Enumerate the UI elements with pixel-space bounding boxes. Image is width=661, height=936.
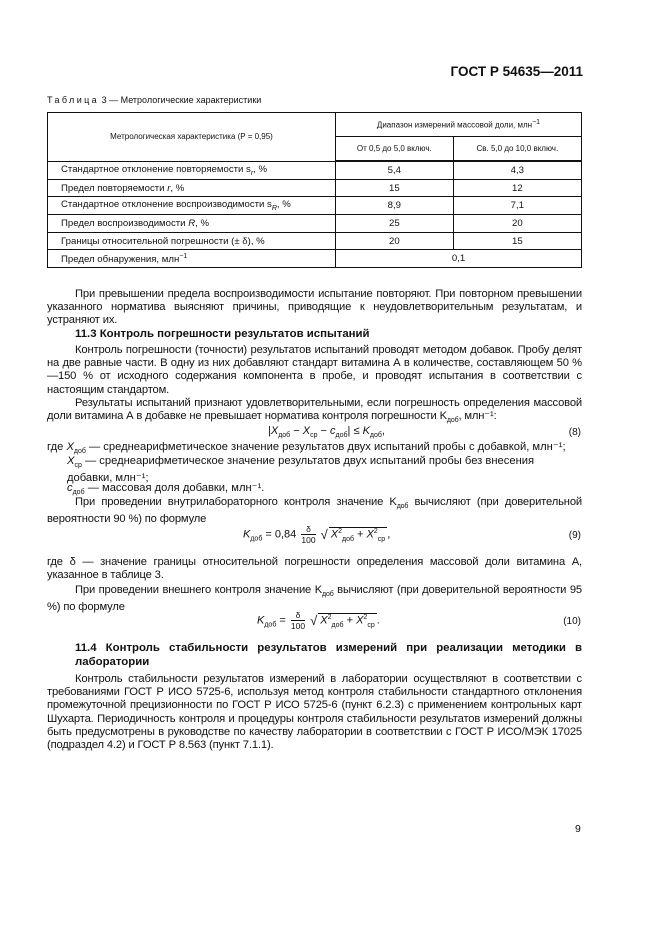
- param-header: Метрологическая характеристика (P = 0,95): [48, 113, 336, 162]
- document-code: ГОСТ Р 54635—2011: [450, 64, 583, 79]
- equation-number: (10): [563, 616, 581, 627]
- table-row: Предел повторяемости r, % 15 12: [48, 179, 582, 197]
- table-row: Стандартное отклонение повторяемости $s_r$, % 5,4 4,3: [48, 161, 582, 179]
- metrological-table: [47, 112, 582, 268]
- range-header: Диапазон измерений массовой доли, млн$^{-1}$: [336, 113, 582, 137]
- table-row: Предел воспроизводимости R, % 25 20: [48, 215, 582, 233]
- section-heading-11-4: 11.4 Контроль стабильности результатов измерений при реализации методики в лаборатории: [75, 642, 582, 668]
- equation-8: $|X_{доб} - X_{ср} - c_{доб}| \le K_{доб}$,: [268, 425, 385, 440]
- table-row: Предел обнаружения, млн$^{-1}$ 0,1: [48, 250, 582, 268]
- section-heading-11-3: 11.3 Контроль погрешности результатов испытаний: [75, 328, 370, 340]
- equation-10: $K_{доб}$ = $\frac{\delta}{100}$ √ $X^2_{доб} + X^2_{ср}$ .: [257, 610, 380, 631]
- definition-delta: где δ — значение границы относительной погрешности определения массовой доли витамина А, указанное в таблице 3.: [47, 556, 582, 582]
- table-caption: Таблица 3 — Метрологические характеристики: [47, 95, 262, 105]
- equation-number: (9): [568, 530, 581, 541]
- paragraph: Результаты испытаний признают удовлетворительными, если погрешность определения массовой доли витамина А в добавке не превышает норматива контроля погрешности $K_{доб}$, млн⁻¹:: [47, 397, 582, 425]
- table-row: Границы относительной погрешности (± δ), % 20 15: [48, 232, 582, 250]
- sub-header-high: Св. 5,0 до 10,0 включ.: [453, 137, 581, 162]
- sub-header-low: От 0,5 до 5,0 включ.: [336, 137, 454, 162]
- paragraph: При проведении внутрилабораторного контроля значение $K_{доб}$ вычисляют (при доверительной вероятности 90 %) по формуле: [47, 496, 582, 526]
- page-number: 9: [575, 823, 581, 835]
- paragraph: При превышении предела воспроизводимости испытание повторяют. При повторном превышении указанного норматива выясняют причины, приводящие к неудовлетворительным результатам, и устраняют их.: [47, 288, 582, 327]
- definition-x-sr: $X_{ср}$ — среднеарифметическое значение результатов двух испытаний пробы без внесения добавки, млн⁻¹;: [67, 455, 535, 485]
- definition-c-dob: $c_{доб}$ — массовая доля добавки, млн⁻¹.: [67, 482, 265, 497]
- table-row: Стандартное отклонение воспроизводимости $s_R$, % 8,9 7,1: [48, 197, 582, 215]
- equation-9: $K_{доб} = 0,84$ $\frac{\delta}{100}$ √ $X^2_{доб} + X^2_{ср}$ ,: [243, 524, 391, 545]
- equation-number: (8): [568, 427, 581, 438]
- paragraph: Контроль погрешности (точности) результатов испытаний проводят методом добавок. Пробу делят на две равные части. В одну из них добавляют стандарт витамина А в количестве, составляющем 50 %—150 % от исходного содержания компонента в пробе, и проводят испытания в соответствии с настоящим стандартом.: [47, 344, 582, 396]
- paragraph: При проведении внешнего контроля значение $K_{доб}$ вычисляют (при доверительной вероятности 95 %) по формуле: [47, 584, 582, 614]
- paragraph: Контроль стабильности результатов измерений в лаборатории осуществляют в соответствии с требованиями ГОСТ Р ИСО 5725-6, используя метод контроля стабильности стандартного отклонения промежуточной прецизионности по ГОСТ Р ИСО 5725-6 (пункт 6.2.3) с применением контрольных карт Шухарта. Периодичность контроля и процедуры контроля стабильности результатов измерений должны быть предусмотрены в руководстве по качеству лаборатории в соответствии с ГОСТ Р ИСО/МЭК 17025 (подраздел 4.2) и ГОСТ Р 8.563 (пункт 7.1.1).: [47, 673, 582, 752]
- definition-x-dob: где $X_{доб}$ — среднеарифметическое значение результатов двух испытаний пробы с добавкой, млн⁻¹;: [47, 441, 566, 456]
